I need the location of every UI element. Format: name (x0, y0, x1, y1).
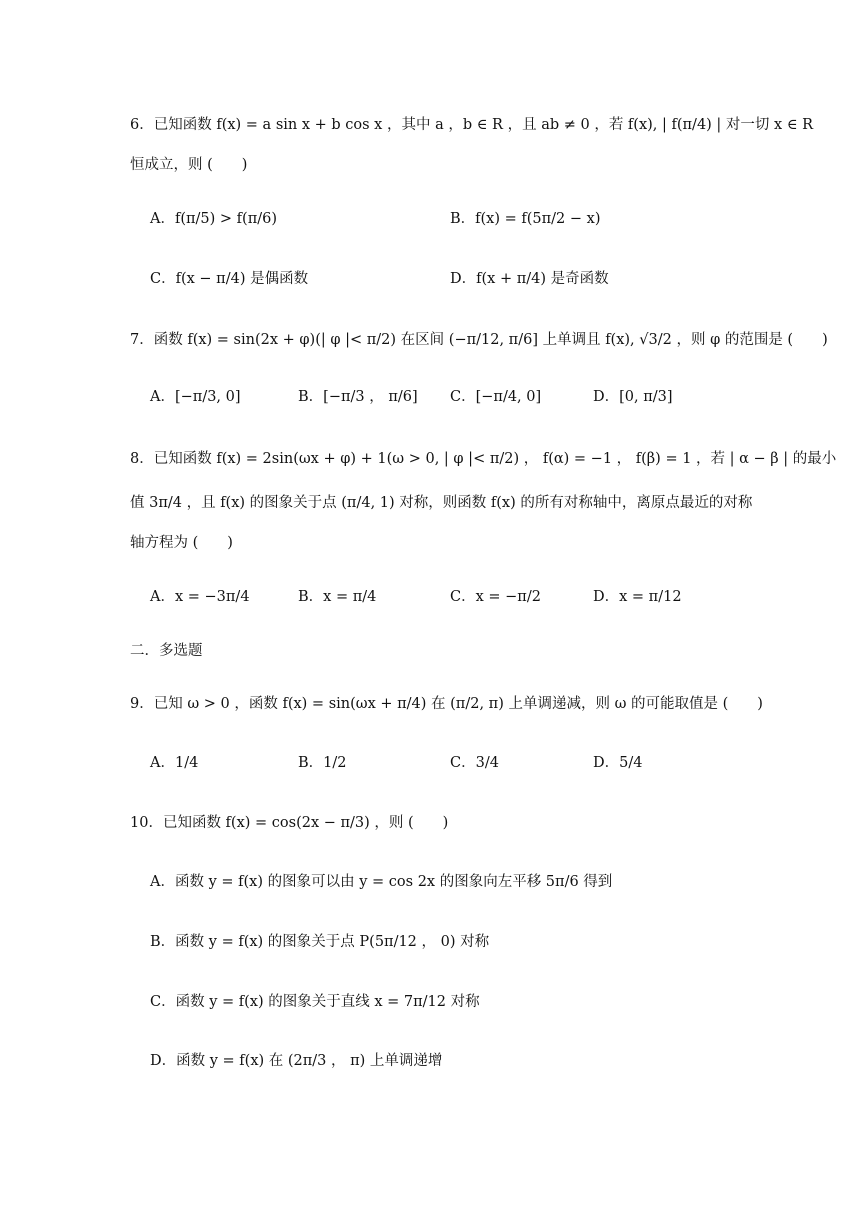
q8-option-c: C．x = −π/2 (450, 589, 541, 605)
q7-option-c: C．[−π/4, 0] (450, 389, 542, 405)
q7-stem-line1: 7．函数 f(x) = sin(2x + φ)(| φ |< π/2) 在区间 (−π/12, π/6] 上单调且 f(x), √3/2 ，则 φ 的范围是 ( ) (130, 332, 828, 348)
q7-option-a: A．[−π/3, 0] (150, 389, 241, 405)
q9-option-a: A．1/4 (150, 755, 199, 771)
q10-option-b: B．函数 y = f(x) 的图象关于点 P(5π/12 ， 0) 对称 (150, 934, 490, 950)
q9-option-d: D．5/4 (593, 755, 643, 771)
q9-stem-line1: 9．已知 ω > 0 ，函数 f(x) = sin(ωx + π/4) 在 (π/2, π) 上单调递减，则 ω 的可能取值是 ( ) (130, 696, 763, 712)
q8-stem-line2: 值 3π/4 ，且 f(x) 的图象关于点 (π/4, 1) 对称，则函数 f(x) 的所有对称轴中，离原点最近的对称 (130, 495, 753, 511)
q7-option-b: B．[−π/3 ， π/6] (298, 389, 418, 405)
section-title: 二．多选题 (130, 643, 203, 659)
q9-option-b: B．1/2 (298, 755, 347, 771)
q8-option-d: D．x = π/12 (593, 589, 682, 605)
q10-option-d: D．函数 y = f(x) 在 (2π/3 ， π) 上单调递增 (150, 1053, 443, 1069)
q6-option-d: D．f(x + π/4) 是奇函数 (450, 271, 609, 287)
q10-stem-line1: 10．已知函数 f(x) = cos(2x − π/3) ，则 ( ) (130, 815, 449, 831)
q6-option-a: A．f(π/5) > f(π/6) (150, 211, 277, 227)
q6-option-c: C．f(x − π/4) 是偶函数 (150, 271, 309, 287)
q9-option-c: C．3/4 (450, 755, 499, 771)
q8-option-b: B．x = π/4 (298, 589, 377, 605)
q7-option-d: D．[0, π/3] (593, 389, 673, 405)
q8-option-a: A．x = −3π/4 (150, 589, 250, 605)
q6-option-b: B．f(x) = f(5π/2 − x) (450, 211, 601, 227)
q10-option-a: A．函数 y = f(x) 的图象可以由 y = cos 2x 的图象向左平移 5π/6 得到 (150, 874, 613, 890)
q10-option-c: C．函数 y = f(x) 的图象关于直线 x = 7π/12 对称 (150, 994, 480, 1010)
q6-stem-line1: 6．已知函数 f(x) = a sin x + b cos x ，其中 a ，b ∈ R ，且 ab ≠ 0 ，若 f(x), | f(π/4) | 对一切 x ∈ R (130, 117, 814, 133)
q6-stem-line2: 恒成立，则 ( ) (130, 157, 248, 173)
q8-stem-line1: 8．已知函数 f(x) = 2sin(ωx + φ) + 1(ω > 0, | φ |< π/2) ， f(α) = −1 ， f(β) = 1 ，若 | α − β | 的最小 (130, 451, 837, 467)
q8-stem-line3: 轴方程为 ( ) (130, 535, 233, 551)
